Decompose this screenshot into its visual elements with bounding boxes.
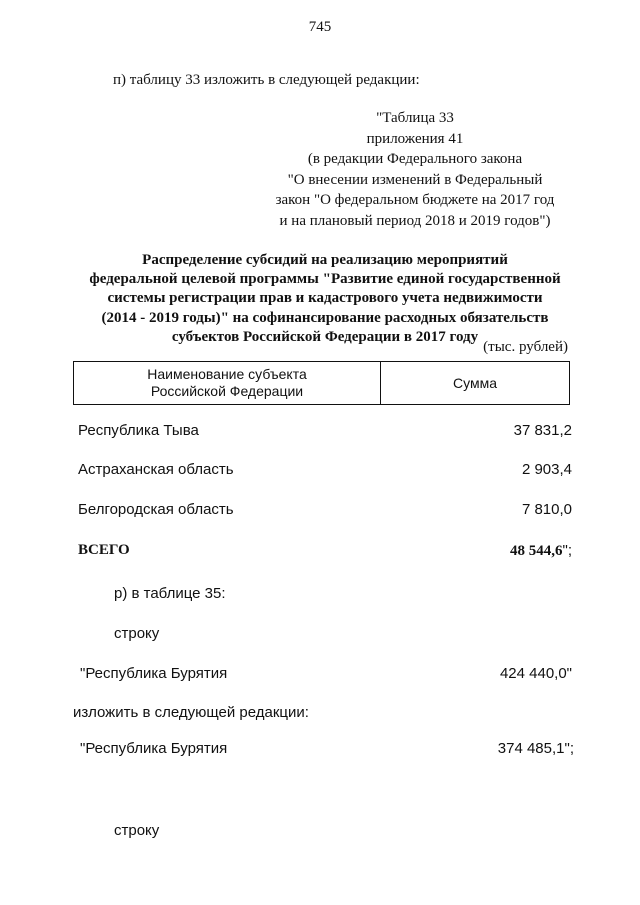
total-amount [510,542,572,560]
heading-line: (2014 - 2019 годы)" на софинансирование расходных обязательств [101,309,549,326]
page-number: 745 [308,19,332,35]
reference-line: закон "О федеральном бюджете на 2017 год [275,192,555,208]
total-label: ВСЕГО [78,542,130,558]
reference-line: "О внесении изменений в Федеральный [287,171,543,188]
new-row [80,740,574,757]
old-row-name: "Республика Бурятия [80,665,228,682]
reference-line: и на плановый период 2018 и 2019 годов") [279,212,551,229]
table-header [73,361,570,405]
amount-value: 37 831,2 [513,422,572,439]
total-row [78,542,572,560]
column-header-line: Наименование субъекта [147,366,307,382]
heading-line: субъектов Российской Федерации в 2017 году [171,328,479,345]
stroku-2: строку [114,822,160,839]
heading-line: Распределение субсидий на реализацию мероприятий [142,252,508,268]
reference-line: приложения 41 [366,130,464,147]
total-suffix: "; [562,542,572,559]
table-row [78,461,572,478]
region-name: Республика Тыва [78,422,199,439]
heading-line: системы регистрации прав и кадастрового учета недвижимости [107,290,543,307]
region-name: Астраханская область [78,461,234,478]
table-heading [60,251,590,347]
table-row [78,501,572,518]
table-reference [250,108,580,231]
column-header-region [74,362,381,404]
new-row-value: 374 485,1"; [497,740,574,757]
intro-line: п) таблицу 33 изложить в следующей редакции: [113,72,420,88]
reference-line: "Таблица 33 [376,110,454,126]
column-header-line: Российской Федерации [150,383,304,399]
units-label: (тыс. рублей) [483,339,568,355]
stroku-1: строку [114,625,160,642]
amount-value: 7 810,0 [521,501,572,518]
new-row-name: "Республика Бурятия [80,740,228,757]
amount-value: 2 903,4 [521,461,572,478]
replace-text: изложить в следующей редакции: [73,704,309,721]
total-value: 48 544,6 [510,543,563,559]
region-name: Белгородская область [78,501,234,518]
reference-line: (в редакции Федерального закона [307,151,523,167]
heading-line: федеральной целевой программы "Развитие единой государственной [89,271,561,288]
table-row [78,422,572,439]
old-row-value: 424 440,0" [499,665,572,682]
item-r: р) в таблице 35: [114,585,226,602]
old-row [80,665,572,682]
column-header-amount: Сумма [453,375,497,391]
